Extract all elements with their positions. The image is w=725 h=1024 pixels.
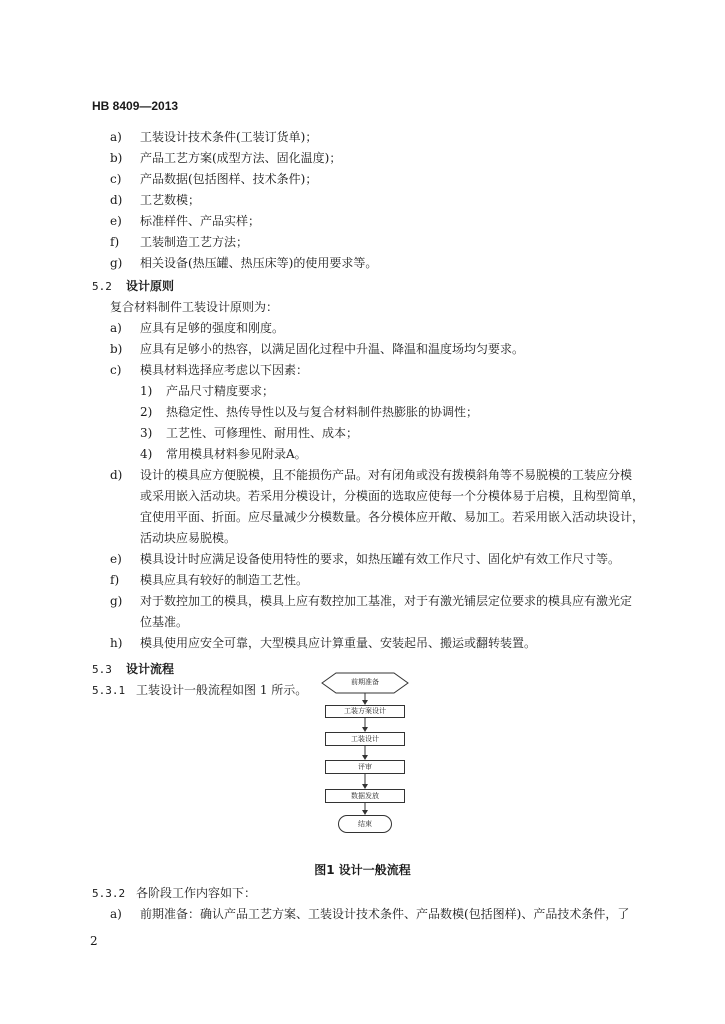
sub-item-label: 1) [140,384,153,398]
list-item-text: 模具使用应安全可靠，大型模具应计算重量、安装起吊、搬运或翻转装置。 [140,636,537,650]
paragraph-5-3-1: 5.3.1 工装设计一般流程如图 1 所示。 [92,683,308,697]
list-item-text: 产品工艺方案(成型方法、固化温度)； [140,151,342,165]
flowchart-step: 工装方案设计 [325,705,405,718]
flowchart-step: 评审 [325,760,405,774]
paragraph-5-3-2: 5.3.2 各阶段工作内容如下： [92,886,257,900]
list-item-text: 相关设备(热压罐、热压床等)的使用要求等。 [140,256,378,270]
list-item-label: f) [110,573,120,587]
list-item: b) [110,151,123,165]
figure-caption: 图1 设计一般流程 [314,863,411,877]
list-item-text: 工装制造工艺方法； [140,235,249,249]
list-item-text: 标准样件、产品实样； [140,214,261,228]
list-item: a) [110,130,122,144]
list-item-text: 前期准备：确认产品工艺方案、工装设计技术条件、产品数模(包括图样)、产品技术条件，了 [140,907,630,921]
list-item-text: 模具材料选择应考虑以下因素： [140,363,309,377]
section-heading-5-2: 5.2 设计原则 [92,279,175,293]
flowchart-step: 数据发放 [325,789,405,803]
list-item-label: g) [110,594,123,608]
paragraph-line: 活动块应易脱模。 [140,531,237,545]
list-item: f) [110,235,120,249]
list-item: d) [110,193,123,207]
paragraph-line: 位基准。 [140,615,189,629]
list-item-text: 应具有足够小的热容，以满足固化过程中升温、降温和温度场均匀要求。 [140,342,525,356]
sub-item-label: 3) [140,426,153,440]
flowchart-end: 结束 [338,815,392,833]
section-heading-5-3: 5.3 设计流程 [92,662,175,676]
sub-item-text: 产品尺寸精度要求； [166,384,275,398]
list-item-text: 应具有足够的强度和刚度。 [140,321,285,335]
paragraph-line: 设计的模具应方便脱模，且不能损伤产品。对有闭角或没有拨模斜角等不易脱模的工装应分模 [140,468,633,482]
section-intro: 复合材料制件工装设计原则为： [110,300,279,314]
list-item-text: 工艺数模； [140,193,201,207]
list-item-text: 工装设计技术条件(工装订货单)； [140,130,318,144]
sub-item-text: 工艺性、可修理性、耐用性、成本； [166,426,359,440]
paragraph-line: 或采用嵌入活动块。若采用分模设计，分模面的选取应使每一个分模体易于启模，且构型简单， [140,489,645,503]
list-item-label: b) [110,342,123,356]
paragraph-line: 对于数控加工的模具，模具上应有数控加工基准，对于有激光铺层定位要求的模具应有激光定 [140,594,633,608]
paragraph-line: 宜使用平面、折面。应尽量减少分模数量。各分模体应开敞、易加工。若采用嵌入活动块设计， [140,510,645,524]
document-code-header: HB 8409—2013 [92,99,179,113]
list-item-text: 产品数据(包括图样、技术条件)； [140,172,318,186]
list-item: e) [110,214,122,228]
list-item-text: 模具应具有较好的制造工艺性。 [140,573,309,587]
list-item-label: c) [110,363,122,377]
list-item-label: e) [110,552,122,566]
list-item-label: h) [110,636,123,650]
list-item-label: a) [110,907,122,921]
sub-item-text: 常用模具材料参见附录A。 [166,447,307,461]
list-item: g) [110,256,123,270]
list-item: c) [110,172,122,186]
sub-item-label: 2) [140,405,153,419]
page-number: 2 [90,934,98,948]
sub-item-label: 4) [140,447,153,461]
flowchart-start: 前期准备 [351,678,379,686]
flowchart-step: 工装设计 [325,732,405,746]
list-item-label: a) [110,321,122,335]
list-item-text: 模具设计时应满足设备使用特性的要求，如热压罐有效工作尺寸、固化炉有效工作尺寸等。 [140,552,621,566]
list-item-label: d) [110,468,123,482]
sub-item-text: 热稳定性、热传导性以及与复合材料制件热膨胀的协调性； [166,405,479,419]
